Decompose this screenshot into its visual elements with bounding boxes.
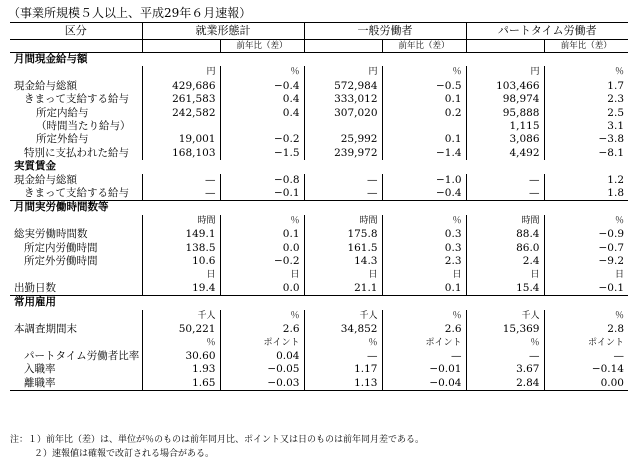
row-label: 特別に支払われた給与	[24, 146, 129, 159]
header-all-employment: 就業形態計	[142, 23, 304, 40]
unit-cell: ％	[382, 310, 466, 323]
value-cell: —	[466, 350, 544, 363]
value-cell: 95,888	[466, 107, 544, 120]
unit-cell: 円	[142, 66, 220, 79]
row-label: パートタイム労働者比率	[24, 349, 140, 362]
value-cell: 19,001	[142, 133, 220, 146]
value-cell: 2.84	[466, 377, 544, 391]
unit-cell: 円	[304, 66, 382, 79]
table-header-row	[10, 23, 628, 40]
unit-cell: ％	[544, 310, 628, 323]
row-label: 出勤日数	[14, 281, 56, 294]
value-cell: 1,115	[466, 120, 544, 133]
section-row	[10, 296, 628, 310]
yoy-cell: −0.2	[220, 255, 304, 268]
yoy-cell: −0.04	[382, 377, 466, 391]
value-cell: 149.1	[142, 228, 220, 241]
unit-cell: ％	[142, 337, 220, 350]
row-label: 所定外給与	[36, 133, 89, 146]
yoy-cell: 1.2	[544, 174, 628, 187]
unit-cell: 時間	[142, 215, 220, 228]
unit-cell: 千人	[304, 310, 382, 323]
table-caption: （事業所規模５人以上、平成29年６月速報）	[8, 6, 252, 20]
unit-cell: ポイント	[220, 337, 304, 350]
yoy-cell: −0.1	[220, 187, 304, 201]
yoy-cell: 2.3	[382, 255, 466, 268]
value-cell: —	[142, 187, 220, 201]
value-cell: 15,369	[466, 323, 544, 336]
yoy-cell: 0.0	[220, 242, 304, 255]
yoy-cell: −0.05	[220, 363, 304, 376]
table-row	[10, 350, 628, 363]
value-cell: 138.5	[142, 242, 220, 255]
yoy-cell: −0.7	[544, 242, 628, 255]
value-cell	[142, 120, 220, 133]
section-regular-employment: 常用雇用	[10, 296, 628, 310]
value-cell: 15.4	[466, 282, 544, 296]
yoy-cell: −0.1	[544, 282, 628, 296]
value-cell: 103,466	[466, 80, 544, 93]
value-cell: 261,583	[142, 93, 220, 106]
unit-cell: ％	[466, 337, 544, 350]
table-row	[10, 174, 628, 187]
table-row	[10, 282, 628, 296]
yoy-cell: 0.00	[544, 377, 628, 391]
table-row	[10, 255, 628, 268]
subheader-yoy: 前年比（差）	[382, 40, 466, 53]
row-label: （時間当たり給与）	[36, 120, 131, 133]
unit-row-label	[10, 215, 142, 228]
header-general-workers: 一般労働者	[304, 23, 466, 40]
unit-row-label	[10, 269, 142, 282]
value-cell: 19.4	[142, 282, 220, 296]
value-cell	[304, 120, 382, 133]
unit-cell: ％	[544, 66, 628, 79]
section-row	[10, 53, 628, 67]
unit-cell: 千人	[466, 310, 544, 323]
unit-cell: ポイント	[544, 337, 628, 350]
yoy-cell: −0.01	[382, 363, 466, 376]
subsection-real-wages: 実質賃金	[14, 160, 56, 173]
statistics-table	[10, 22, 628, 391]
unit-cell: 時間	[466, 215, 544, 228]
value-cell: 25,992	[304, 133, 382, 146]
unit-cell: 日	[544, 269, 628, 282]
subheader-yoy: 前年比（差）	[544, 40, 628, 53]
yoy-cell: 0.1	[382, 133, 466, 146]
unit-cell: ％	[382, 66, 466, 79]
value-cell: 4,492	[466, 147, 544, 160]
yoy-cell: −1.5	[220, 147, 304, 160]
value-cell: 1.17	[304, 363, 382, 376]
value-cell: 307,020	[304, 107, 382, 120]
footnote-2: ２）速報値は確報で改訂される場合がある。	[34, 449, 215, 459]
yoy-cell: —	[382, 350, 466, 363]
table-row	[10, 107, 628, 120]
yoy-cell: −0.4	[220, 80, 304, 93]
value-cell: 161.5	[304, 242, 382, 255]
footnote-1: 注：１）前年比（差）は、単位が％のものは前年同月比、ポイント又は日のものは前年同月差である。	[10, 435, 425, 445]
table-row	[10, 147, 628, 160]
subsection-row	[10, 160, 628, 173]
yoy-cell: 2.5	[544, 107, 628, 120]
value-cell: 50,221	[142, 323, 220, 336]
value-cell: —	[304, 187, 382, 201]
yoy-cell: —	[544, 350, 628, 363]
row-label: 本調査期間末	[14, 323, 77, 336]
unit-cell: ％	[220, 66, 304, 79]
header-category: 区分	[10, 23, 142, 40]
value-cell: 242,582	[142, 107, 220, 120]
table-row	[10, 93, 628, 106]
yoy-cell: 1.7	[544, 80, 628, 93]
section-monthly-cash-earnings: 月間現金給与額	[10, 53, 628, 67]
unit-cell: ％	[304, 337, 382, 350]
yoy-cell: −8.1	[544, 147, 628, 160]
table-row	[10, 133, 628, 146]
yoy-cell: 0.3	[382, 242, 466, 255]
unit-cell: ％	[220, 215, 304, 228]
value-cell: 34,852	[304, 323, 382, 336]
value-cell: —	[466, 174, 544, 187]
yoy-cell: 2.8	[544, 323, 628, 336]
value-cell: 3.67	[466, 363, 544, 376]
table-row	[10, 120, 628, 133]
table-row	[10, 187, 628, 201]
yoy-cell: −0.8	[220, 174, 304, 187]
yoy-cell: −0.4	[382, 187, 466, 201]
value-cell: 86.0	[466, 242, 544, 255]
yoy-cell: 0.1	[220, 228, 304, 241]
row-label: 現金給与総額	[14, 79, 77, 92]
unit-row-label	[10, 337, 142, 350]
yoy-cell: 0.4	[220, 93, 304, 106]
unit-cell: ％	[382, 215, 466, 228]
table-row	[10, 377, 628, 391]
value-cell: —	[304, 350, 382, 363]
yoy-cell: −1.4	[382, 147, 466, 160]
subheader-yoy: 前年比（差）	[220, 40, 304, 53]
row-label: 総実労働時間数	[14, 228, 88, 241]
unit-cell: 千人	[142, 310, 220, 323]
unit-cell: 日	[142, 269, 220, 282]
value-cell: 1.13	[304, 377, 382, 391]
section-monthly-hours: 月間実労働時間数等	[10, 201, 628, 215]
yoy-cell: −0.9	[544, 228, 628, 241]
yoy-cell: 2.3	[544, 93, 628, 106]
unit-row	[10, 310, 628, 323]
yoy-cell: −0.2	[220, 133, 304, 146]
yoy-cell: −0.14	[544, 363, 628, 376]
value-cell: 88.4	[466, 228, 544, 241]
table-row	[10, 242, 628, 255]
yoy-cell: 0.4	[220, 107, 304, 120]
value-cell: 98,974	[466, 93, 544, 106]
value-cell: —	[142, 174, 220, 187]
unit-cell: ポイント	[382, 337, 466, 350]
yoy-cell: 2.6	[220, 323, 304, 336]
section-row	[10, 201, 628, 215]
unit-row	[10, 269, 628, 282]
table-row	[10, 323, 628, 336]
table-row	[10, 363, 628, 376]
row-label: 離職率	[10, 377, 142, 391]
value-cell: 30.60	[142, 350, 220, 363]
value-cell: —	[466, 187, 544, 201]
value-cell: 2.4	[466, 255, 544, 268]
unit-cell: 日	[220, 269, 304, 282]
yoy-cell: 3.1	[544, 120, 628, 133]
value-cell: 168,103	[142, 147, 220, 160]
row-label: きまって支給する給与	[24, 187, 129, 200]
value-cell: 21.1	[304, 282, 382, 296]
unit-row	[10, 66, 628, 79]
value-cell: 3,086	[466, 133, 544, 146]
header-part-time-workers: パートタイム労働者	[466, 23, 628, 40]
unit-row-label	[10, 310, 142, 323]
value-cell: 14.3	[304, 255, 382, 268]
table-row	[10, 228, 628, 241]
value-cell: 10.6	[142, 255, 220, 268]
yoy-cell: 0.04	[220, 350, 304, 363]
yoy-cell	[220, 120, 304, 133]
yoy-cell: 0.0	[220, 282, 304, 296]
value-cell: 175.8	[304, 228, 382, 241]
row-label: きまって支給する給与	[24, 93, 129, 106]
value-cell: 572,984	[304, 80, 382, 93]
row-label: 所定内労働時間	[24, 241, 98, 254]
value-cell: 429,686	[142, 80, 220, 93]
yoy-cell: −0.5	[382, 80, 466, 93]
yoy-cell: −0.03	[220, 377, 304, 391]
yoy-cell: 1.8	[544, 187, 628, 201]
yoy-cell	[382, 120, 466, 133]
unit-cell: 時間	[304, 215, 382, 228]
row-label: 所定内給与	[36, 106, 89, 119]
value-cell: 1.93	[142, 363, 220, 376]
unit-row-label	[10, 66, 142, 79]
row-label: 所定外労働時間	[24, 255, 98, 268]
yoy-cell: 0.3	[382, 228, 466, 241]
row-label: 現金給与総額	[14, 173, 77, 186]
value-cell: 1.65	[142, 377, 220, 391]
unit-row	[10, 337, 628, 350]
unit-cell: 日	[382, 269, 466, 282]
value-cell: 333,012	[304, 93, 382, 106]
subheader-row	[10, 40, 628, 53]
value-cell: —	[304, 174, 382, 187]
yoy-cell: 0.2	[382, 107, 466, 120]
unit-row	[10, 215, 628, 228]
unit-cell: ％	[220, 310, 304, 323]
unit-cell: ％	[544, 215, 628, 228]
yoy-cell: 2.6	[382, 323, 466, 336]
value-cell: 239,972	[304, 147, 382, 160]
row-label: 入職率	[24, 363, 56, 376]
yoy-cell: 0.1	[382, 93, 466, 106]
yoy-cell: −1.0	[382, 174, 466, 187]
footnotes	[10, 433, 424, 461]
table-row	[10, 80, 628, 93]
yoy-cell: 0.1	[382, 282, 466, 296]
unit-cell: 日	[304, 269, 382, 282]
unit-cell: 日	[466, 269, 544, 282]
unit-cell: 円	[466, 66, 544, 79]
yoy-cell: −3.8	[544, 133, 628, 146]
yoy-cell: −9.2	[544, 255, 628, 268]
